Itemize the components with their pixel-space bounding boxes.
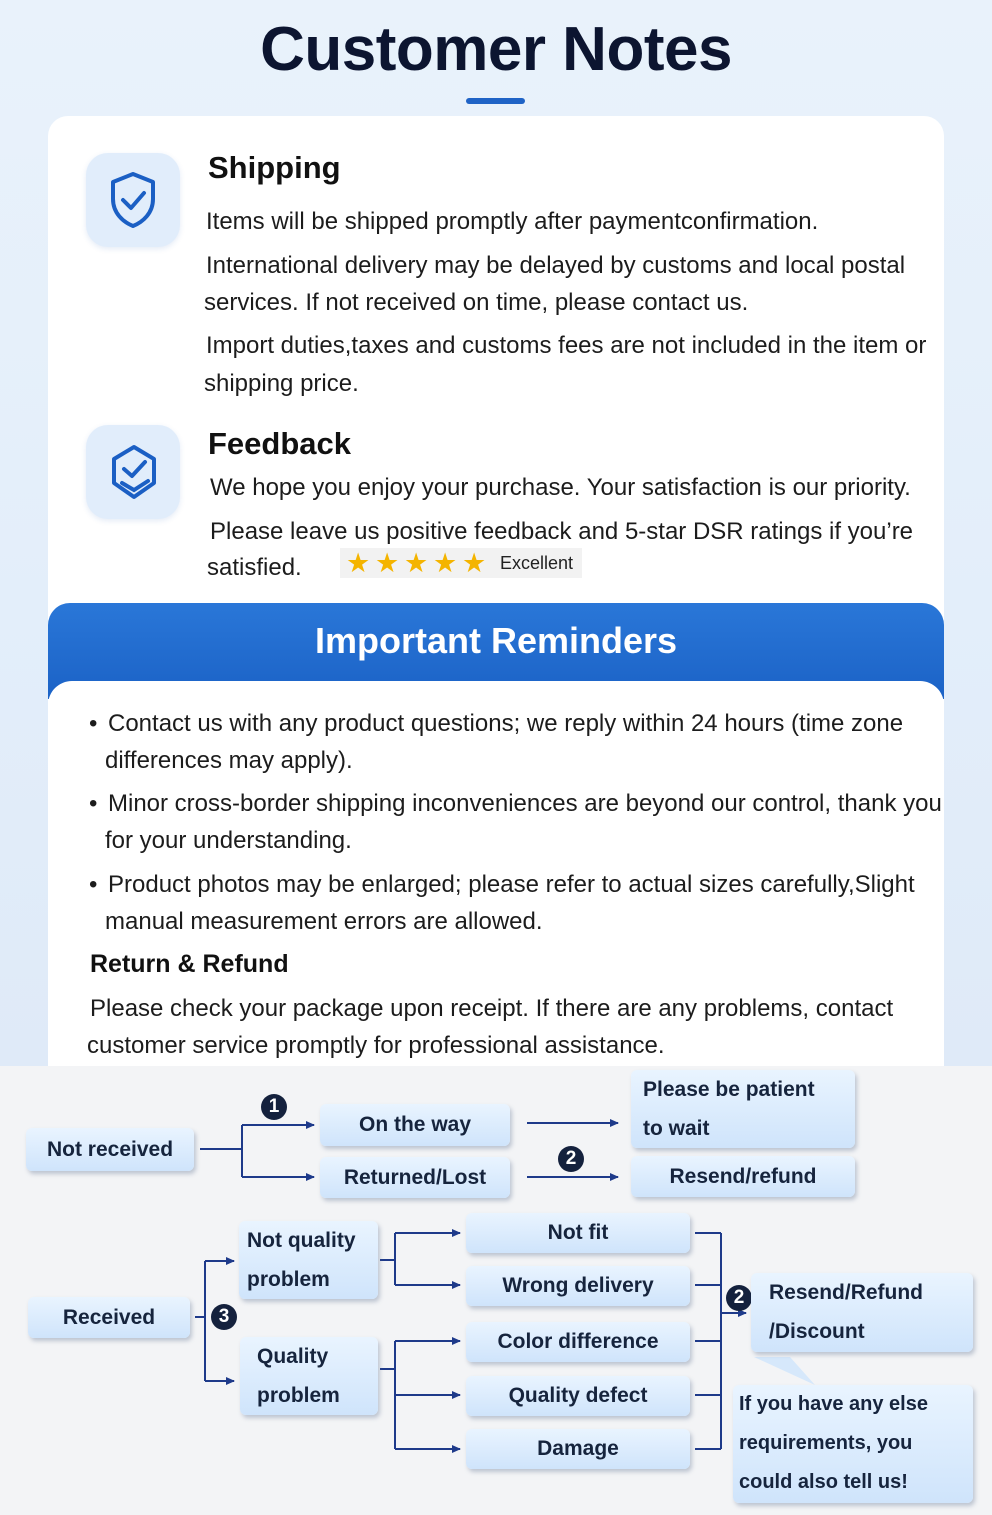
star-icon: ★ xyxy=(346,548,371,578)
shipping-heading: Shipping xyxy=(208,150,341,185)
quality-line-2: problem xyxy=(257,1384,340,1407)
step-2-badge: 2 xyxy=(558,1146,584,1172)
resend-refund-discount-box xyxy=(751,1273,973,1352)
reminders-heading: Important Reminders xyxy=(314,620,678,661)
reminder-2b: for your understanding. xyxy=(105,827,352,854)
shipping-text-1: Items will be shipped promptly after paymentconfirmation. xyxy=(206,208,819,235)
feedback-text-2b: satisfied. xyxy=(207,554,302,581)
quality-line-1: Quality xyxy=(257,1345,329,1368)
shipping-text-3a: Import duties,taxes and customs fees are not included in the item or xyxy=(206,332,927,359)
received-box: Received xyxy=(28,1297,190,1338)
not-quality-problem-box xyxy=(239,1221,378,1299)
star-icon: ★ xyxy=(462,548,487,578)
page-title: Customer Notes xyxy=(260,15,732,84)
step-3-badge: 3 xyxy=(211,1304,237,1330)
not-quality-line-1: Not quality xyxy=(247,1229,356,1252)
resend-refund-box: Resend/refund xyxy=(631,1156,855,1197)
be-patient-line-1: Please be patient xyxy=(643,1078,815,1101)
reminder-2a: Minor cross-border shipping inconveniences are beyond our control, thank you xyxy=(108,790,942,817)
return-text-b: customer service promptly for professional assistance. xyxy=(87,1032,665,1059)
return-heading: Return & Refund xyxy=(90,950,289,978)
damage-box: Damage xyxy=(466,1429,690,1469)
not-fit-box: Not fit xyxy=(466,1213,690,1253)
feedback-text-1: We hope you enjoy your purchase. Your satisfaction is our priority. xyxy=(210,474,911,501)
star-icon: ★ xyxy=(375,548,400,578)
not-received-box: Not received xyxy=(26,1128,194,1171)
wrong-delivery-box: Wrong delivery xyxy=(466,1266,690,1306)
bullet-dot: • xyxy=(89,710,98,737)
reminder-3a: Product photos may be enlarged; please refer to actual sizes carefully,Slight xyxy=(108,871,915,898)
color-difference-box: Color difference xyxy=(466,1322,690,1362)
be-patient-line-2: to wait xyxy=(643,1117,710,1140)
shipping-text-2b: services. If not received on time, please contact us. xyxy=(204,289,749,316)
step-1-badge: 1 xyxy=(261,1094,287,1120)
return-text-a: Please check your package upon receipt. If there are any problems, contact xyxy=(90,995,894,1022)
be-patient-box xyxy=(631,1070,855,1148)
bullet-dot: • xyxy=(89,871,98,898)
quality-defect-box: Quality defect xyxy=(466,1376,690,1416)
other-requirements-callout xyxy=(733,1385,973,1503)
feedback-text-2a: Please leave us positive feedback and 5-star DSR ratings if you’re xyxy=(210,518,914,545)
reminder-3b: manual measurement errors are allowed. xyxy=(105,908,543,935)
reminder-1b: differences may apply). xyxy=(105,747,353,774)
star-icon: ★ xyxy=(433,548,458,578)
bullet-dot: • xyxy=(89,790,98,817)
feedback-heading: Feedback xyxy=(208,426,352,461)
shipping-text-2a: International delivery may be delayed by customs and local postal xyxy=(206,252,906,279)
callout-line-1: If you have any else xyxy=(739,1393,928,1415)
callout-line-2: requirements, you xyxy=(739,1432,913,1454)
reminder-1a: Contact us with any product questions; we reply within 24 hours (time zone xyxy=(108,710,904,737)
quality-problem-box xyxy=(240,1337,378,1415)
on-the-way-box: On the way xyxy=(320,1104,510,1146)
step-2-badge: 2 xyxy=(726,1285,752,1311)
star-icon: ★ xyxy=(404,548,429,578)
returned-lost-box: Returned/Lost xyxy=(320,1157,510,1198)
resend-discount-line-1: Resend/Refund xyxy=(769,1281,924,1304)
rating-label: Excellent xyxy=(500,553,574,573)
resend-discount-line-2: /Discount xyxy=(769,1320,865,1343)
callout-line-3: could also tell us! xyxy=(739,1471,908,1493)
shipping-text-3b: shipping price. xyxy=(204,370,359,397)
not-quality-line-2: problem xyxy=(247,1268,330,1291)
